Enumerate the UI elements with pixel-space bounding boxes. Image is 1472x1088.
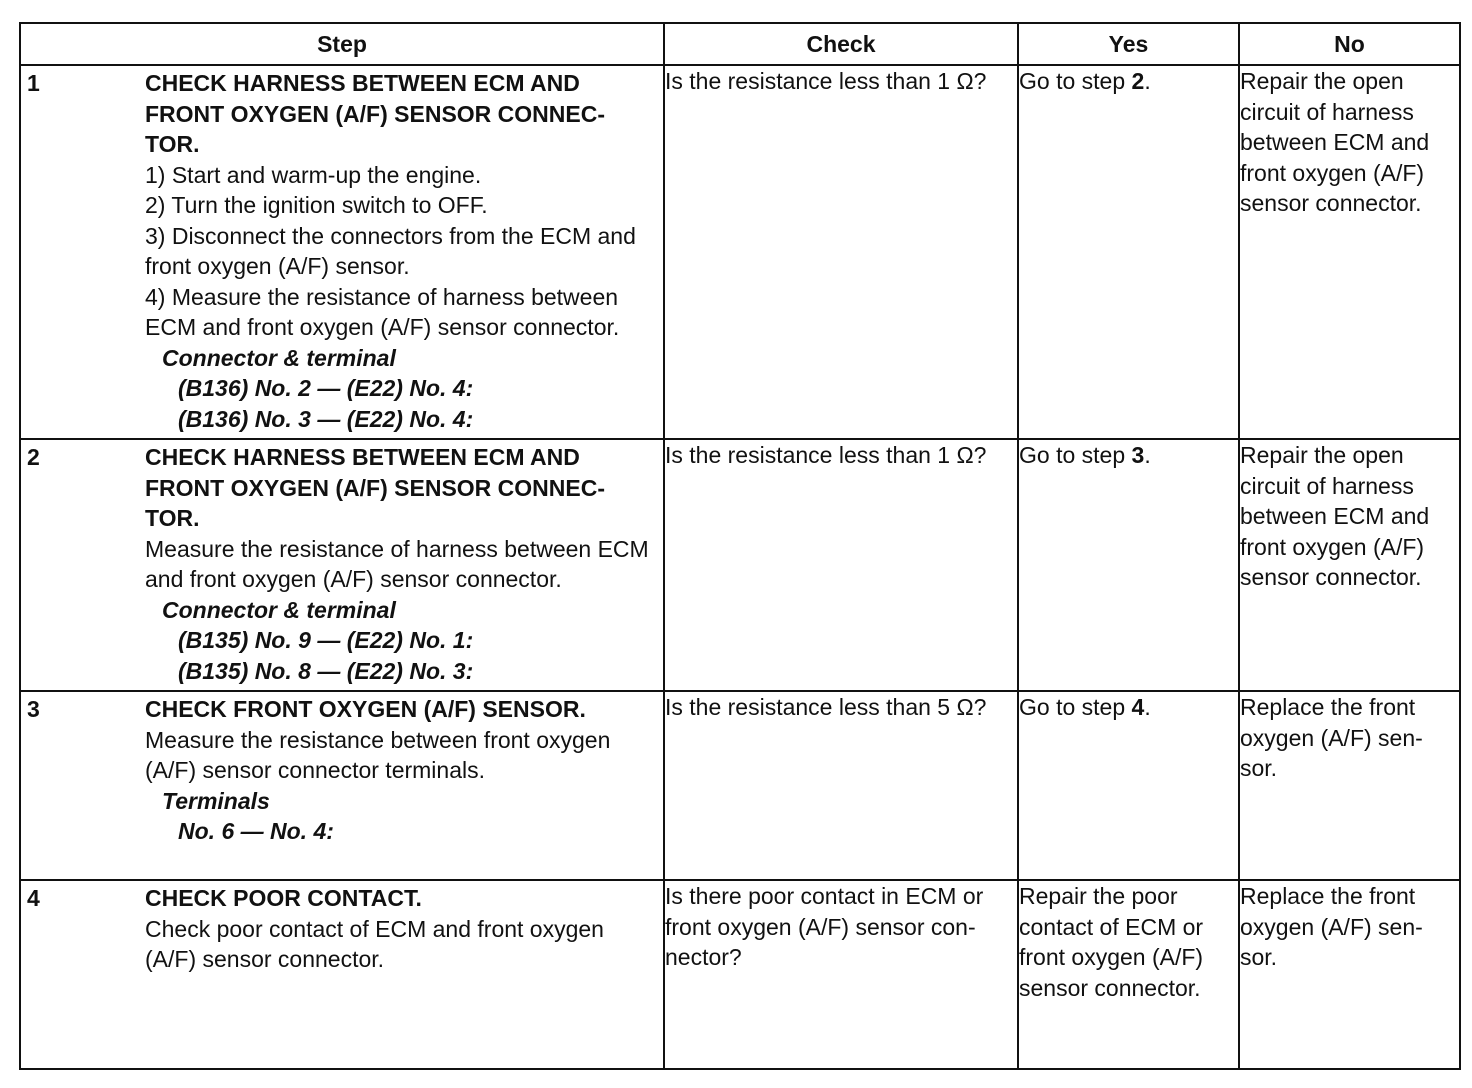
step-number: 3 xyxy=(27,696,40,722)
step-cell xyxy=(20,880,664,1069)
check-cell: Is the resistance less than 1 Ω? xyxy=(664,65,1018,439)
step-title: CHECK POOR CONTACT. xyxy=(145,885,422,911)
diagnostic-table xyxy=(19,22,1461,1070)
table-row xyxy=(20,691,1460,880)
spec-heading: Terminals xyxy=(162,787,270,814)
header-step: Step xyxy=(20,23,664,65)
yes-text: Go to step xyxy=(1019,694,1132,720)
yes-cell xyxy=(1018,691,1239,880)
yes-text: Go to step xyxy=(1019,68,1132,94)
step-title: CHECK HARNESS BETWEEN ECM AND FRONT OXYGEN (A/F) SENSOR CONNEC-TOR. xyxy=(145,70,606,157)
no-cell: Replace the front oxygen (A/F) sen-sor. xyxy=(1239,880,1460,1069)
step-title: CHECK FRONT OXYGEN (A/F) SENSOR. xyxy=(145,696,586,722)
step-instruction: 4) Measure the resistance of harness between ECM and front oxygen (A/F) sensor connector. xyxy=(145,283,620,340)
step-number: 2 xyxy=(27,444,40,470)
table-row xyxy=(20,439,1460,691)
step-number: 1 xyxy=(27,70,40,96)
spec-value: (B136) No. 2 — (E22) No. 4: xyxy=(178,375,474,401)
yes-suffix: . xyxy=(1144,68,1151,94)
step-cell xyxy=(20,65,664,439)
step-title: CHECK HARNESS BETWEEN ECM AND FRONT OXYGEN (A/F) SENSOR CONNEC-TOR. xyxy=(145,444,606,531)
step-instruction: 3) Disconnect the connectors from the ECM and front oxygen (A/F) sensor. xyxy=(145,222,636,279)
no-cell: Replace the front oxygen (A/F) sen-sor. xyxy=(1239,691,1460,880)
no-cell: Repair the open circuit of harness between ECM and front oxygen (A/F) sensor connector. xyxy=(1239,439,1460,691)
check-cell: Is there poor contact in ECM or front oxygen (A/F) sensor con-nector? xyxy=(664,880,1018,1069)
yes-suffix: . xyxy=(1144,442,1151,468)
header-row xyxy=(20,23,1460,65)
spec-value: (B135) No. 9 — (E22) No. 1: xyxy=(178,627,474,653)
no-cell: Repair the open circuit of harness between ECM and front oxygen (A/F) sensor connector. xyxy=(1239,65,1460,439)
check-cell: Is the resistance less than 5 Ω? xyxy=(664,691,1018,880)
step-instruction: Check poor contact of ECM and front oxygen (A/F) sensor connector. xyxy=(145,915,604,972)
header-no: No xyxy=(1239,23,1460,65)
yes-suffix: . xyxy=(1144,694,1151,720)
yes-step-ref: 3 xyxy=(1131,442,1145,468)
step-instruction: 1) Start and warm-up the engine. xyxy=(145,161,482,188)
yes-cell: Repair the poor contact of ECM or front oxygen (A/F) sensor connector. xyxy=(1018,880,1239,1069)
yes-text: Go to step xyxy=(1019,442,1132,468)
step-number: 4 xyxy=(27,885,40,911)
step-cell xyxy=(20,439,664,691)
yes-step-ref: 4 xyxy=(1131,694,1145,720)
table-row xyxy=(20,880,1460,1069)
spec-heading: Connector & terminal xyxy=(162,344,396,371)
header-yes: Yes xyxy=(1018,23,1239,65)
check-cell: Is the resistance less than 1 Ω? xyxy=(664,439,1018,691)
spec-heading: Connector & terminal xyxy=(162,596,396,623)
step-instruction: Measure the resistance of harness between ECM and front oxygen (A/F) sensor connector. xyxy=(145,535,649,592)
spec-value: No. 6 — No. 4: xyxy=(178,818,334,844)
header-check: Check xyxy=(664,23,1018,65)
step-cell xyxy=(20,691,664,880)
yes-cell xyxy=(1018,439,1239,691)
spec-value: (B136) No. 3 — (E22) No. 4: xyxy=(178,405,474,432)
spec-value: (B135) No. 8 — (E22) No. 3: xyxy=(178,657,474,684)
table-row xyxy=(20,65,1460,439)
step-instruction: Measure the resistance between front oxygen (A/F) sensor connector terminals. xyxy=(145,726,611,783)
yes-step-ref: 2 xyxy=(1131,68,1145,94)
step-instruction: 2) Turn the ignition switch to OFF. xyxy=(145,192,488,218)
yes-cell xyxy=(1018,65,1239,439)
